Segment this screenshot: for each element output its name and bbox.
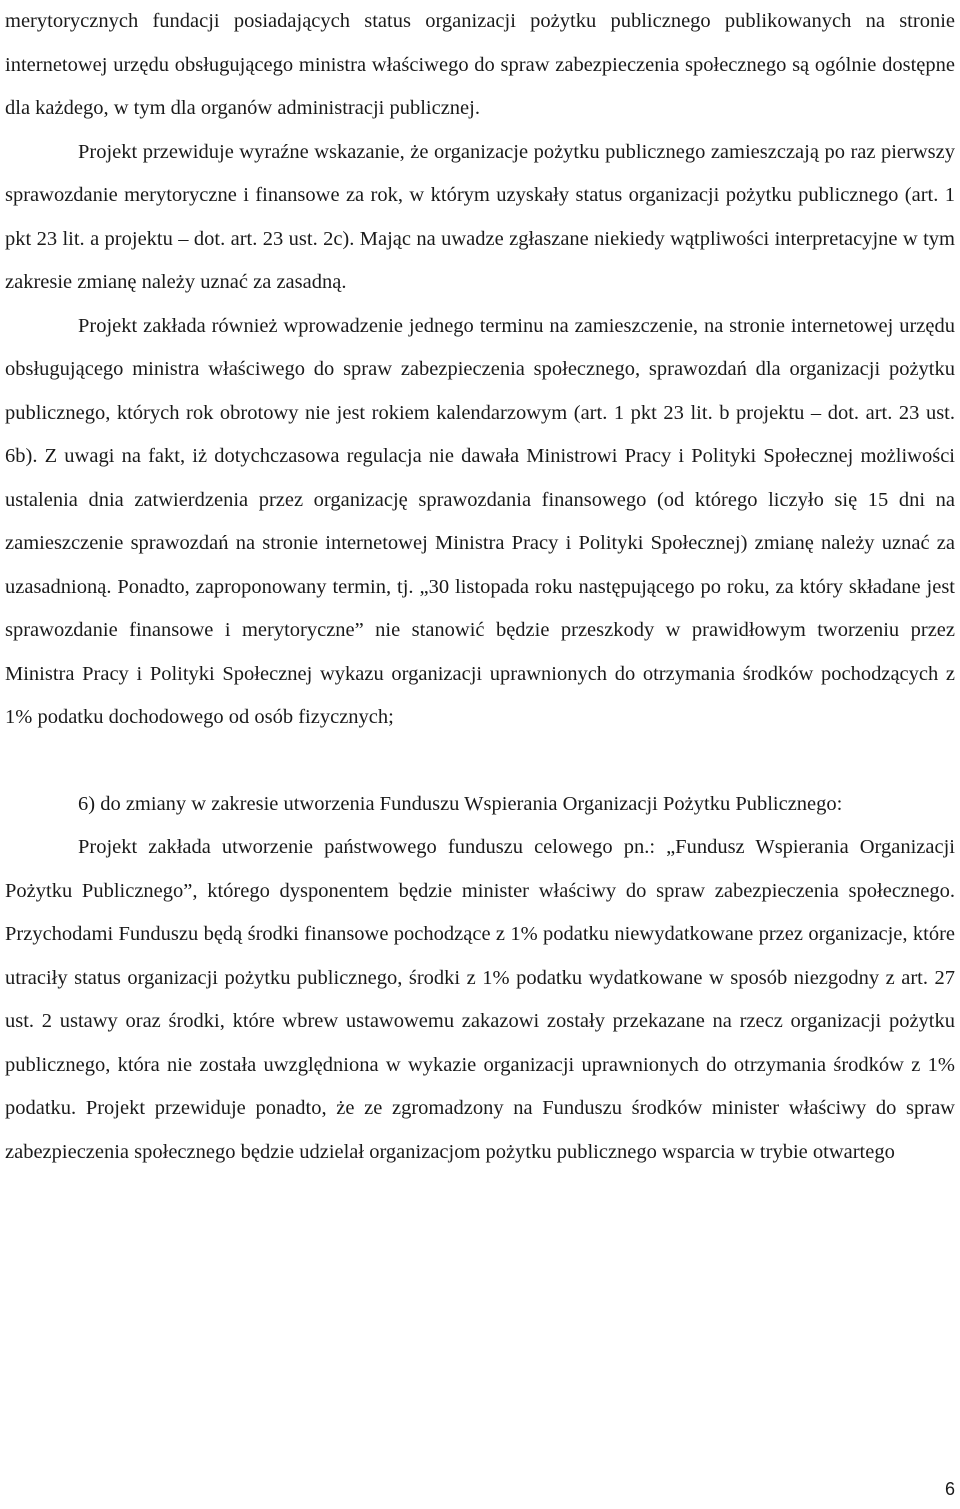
section-heading-fund: 6) do zmiany w zakresie utworzenia Funduszu Wspierania Organizacji Pożytku Publicznego: (78, 792, 843, 815)
document-page (5, 0, 955, 1174)
paragraph-fund-description: Projekt zakłada utworzenie państwowego funduszu celowego pn.: „Fundusz Wspierania Organizacji Pożytku Publicznego”, którego dysponentem będzie minister właściwy do spraw zabezpieczenia społecznego. Przychodami Funduszu będą środki finansowe pochodzące z 1% podatku niewydatkowane przez organizacje, które utraciły status organizacji pożytku publicznego, środki z 1% podatku wydatkowane w sposób niezgodny z art. 27 ust. 2 ustawy oraz środki, które wbrew ustawowemu zakazowi zostały przekazane na rzecz organizacji pożytku publicznego, która nie została uwzględniona w wykazie organizacji uprawnionych do otrzymania środków z 1% podatku. Projekt przewiduje ponadto, że ze zgromadzony na Funduszu środków minister właściwy do spraw zabezpieczenia społecznego będzie udzielał organizacjom pożytku publicznego wsparcia w trybie otwartego (5, 836, 955, 1163)
paragraph-first-report: Projekt przewiduje wyraźne wskazanie, że organizacje pożytku publicznego zamieszczają po raz pierwszy sprawozdanie merytoryczne i finansowe za rok, w którym uzyskały status organizacji pożytku publicznego (art. 1 pkt 23 lit. a projektu – dot. art. 23 ust. 2c). Mając na uwadze zgłaszane niekiedy wątpliwości interpretacyjne w tym zakresie zmianę należy uznać za zasadną. (5, 140, 955, 293)
paragraph-continuation: merytorycznych fundacji posiadających status organizacji pożytku publicznego publikowanych na stronie internetowej urzędu obsługującego ministra właściwego do spraw zabezpieczenia społecznego są ogólnie dostępne dla każdego, w tym dla organów administracji publicznej. (5, 10, 955, 119)
paragraph-single-deadline: Projekt zakłada również wprowadzenie jednego terminu na zamieszczenie, na stronie internetowej urzędu obsługującego ministra właściwego do spraw zabezpieczenia społecznego, sprawozdań dla organizacji pożytku publicznego, których rok obrotowy nie jest rokiem kalendarzowym (art. 1 pkt 23 lit. b projektu – dot. art. 23 ust. 6b). Z uwagi na fakt, iż dotychczasowa regulacja nie dawała Ministrowi Pracy i Polityki Społecznej możliwości ustalenia dnia zatwierdzenia przez organizację sprawozdania finansowego (od którego liczyło się 15 dni na zamieszczenie sprawozdań na stronie internetowej Ministra Pracy i Polityki Społecznej) zmianę należy uznać za uzasadnioną. Ponadto, zaproponowany termin, tj. „30 listopada roku następującego po roku, za który składane jest sprawozdanie finansowe i merytoryczne” nie stanowić będzie przeszkody w prawidłowym tworzeniu przez Ministra Pracy i Polityki Społecznej wykazu organizacji uprawnionych do otrzymania środków pochodzących z 1% podatku dochodowego od osób fizycznych; (5, 314, 955, 728)
page-number: 6 (944, 1479, 955, 1499)
paragraph-gap (5, 740, 955, 783)
